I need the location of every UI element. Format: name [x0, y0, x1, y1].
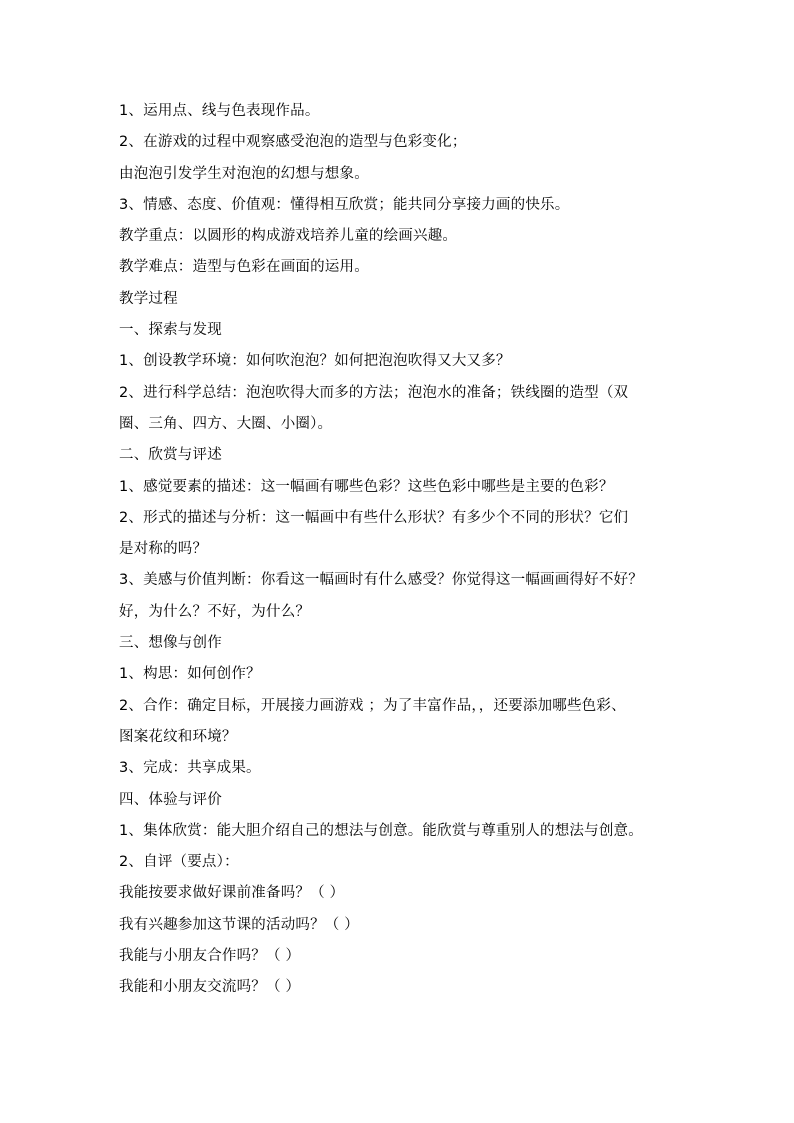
text-line: 2、进行科学总结：泡泡吹得大而多的方法；泡泡水的准备；铁线圈的造型（双: [119, 384, 629, 401]
checklist-item: 我有兴趣参加这节课的活动吗？（ ）: [119, 916, 360, 933]
text-line: 1、运用点、线与色表现作品。: [119, 103, 320, 119]
document-body: [119, 96, 679, 1004]
section-heading: 二、欣赏与评述: [119, 447, 222, 464]
checklist-item: 我能按要求做好课前准备吗？（ ）: [119, 885, 345, 902]
section-heading: 一、探索与发现: [119, 322, 222, 339]
section-heading: 四、体验与评价: [119, 791, 222, 808]
checklist-item: 我能和小朋友交流吗？（ ）: [119, 979, 301, 996]
text-line: 3、美感与价值判断：你看这一幅画时有什么感受？你觉得这一幅画画得好不好？: [119, 572, 643, 589]
text-line: 好，为什么？不好，为什么？: [119, 603, 311, 620]
section-heading: 三、想像与创作: [119, 635, 222, 652]
text-line: 2、自评（要点）：: [119, 854, 239, 871]
text-line: 由泡泡引发学生对泡泡的幻想与想象。: [119, 165, 369, 182]
text-line: 图案花纹和环境？: [119, 728, 237, 745]
text-line: 1、集体欣赏：能大胆介绍自己的想法与创意。能欣赏与尊重别人的想法与创意。: [119, 822, 643, 839]
text-line: 2、在游戏的过程中观察感受泡泡的造型与色彩变化；: [119, 134, 467, 151]
text-line: 1、感觉要素的描述：这一幅画有哪些色彩？这些色彩中哪些是主要的色彩？: [119, 478, 614, 495]
text-line: 3、完成：共享成果。: [119, 760, 261, 777]
text-line: 是对称的吗？: [119, 541, 208, 558]
text-line: 2、合作：确定目标，开展接力画游戏 ；为了丰富作品，，还要添加哪些色彩、: [119, 697, 626, 714]
text-line: 圈、三角、四方、大圈、小圈）。: [119, 415, 333, 432]
text-line: 3、情感、态度、价值观：懂得相互欣赏；能共同分享接力画的快乐。: [119, 196, 570, 213]
checklist-item: 我能与小朋友合作吗？（ ）: [119, 948, 301, 965]
text-line: 1、构思：如何创作？: [119, 666, 261, 683]
text-line: 教学重点：以圆形的构成游戏培养儿童的绘画兴趣。: [119, 228, 458, 245]
text-line: 教学难点：造型与色彩在画面的运用。: [119, 259, 369, 276]
section-heading: 教学过程: [119, 290, 178, 307]
text-line: 2、形式的描述与分析：这一幅画中有些什么形状？有多少个不同的形状？它们: [119, 509, 629, 526]
text-line: 1、创设教学环境：如何吹泡泡？如何把泡泡吹得又大又多？: [119, 353, 511, 370]
